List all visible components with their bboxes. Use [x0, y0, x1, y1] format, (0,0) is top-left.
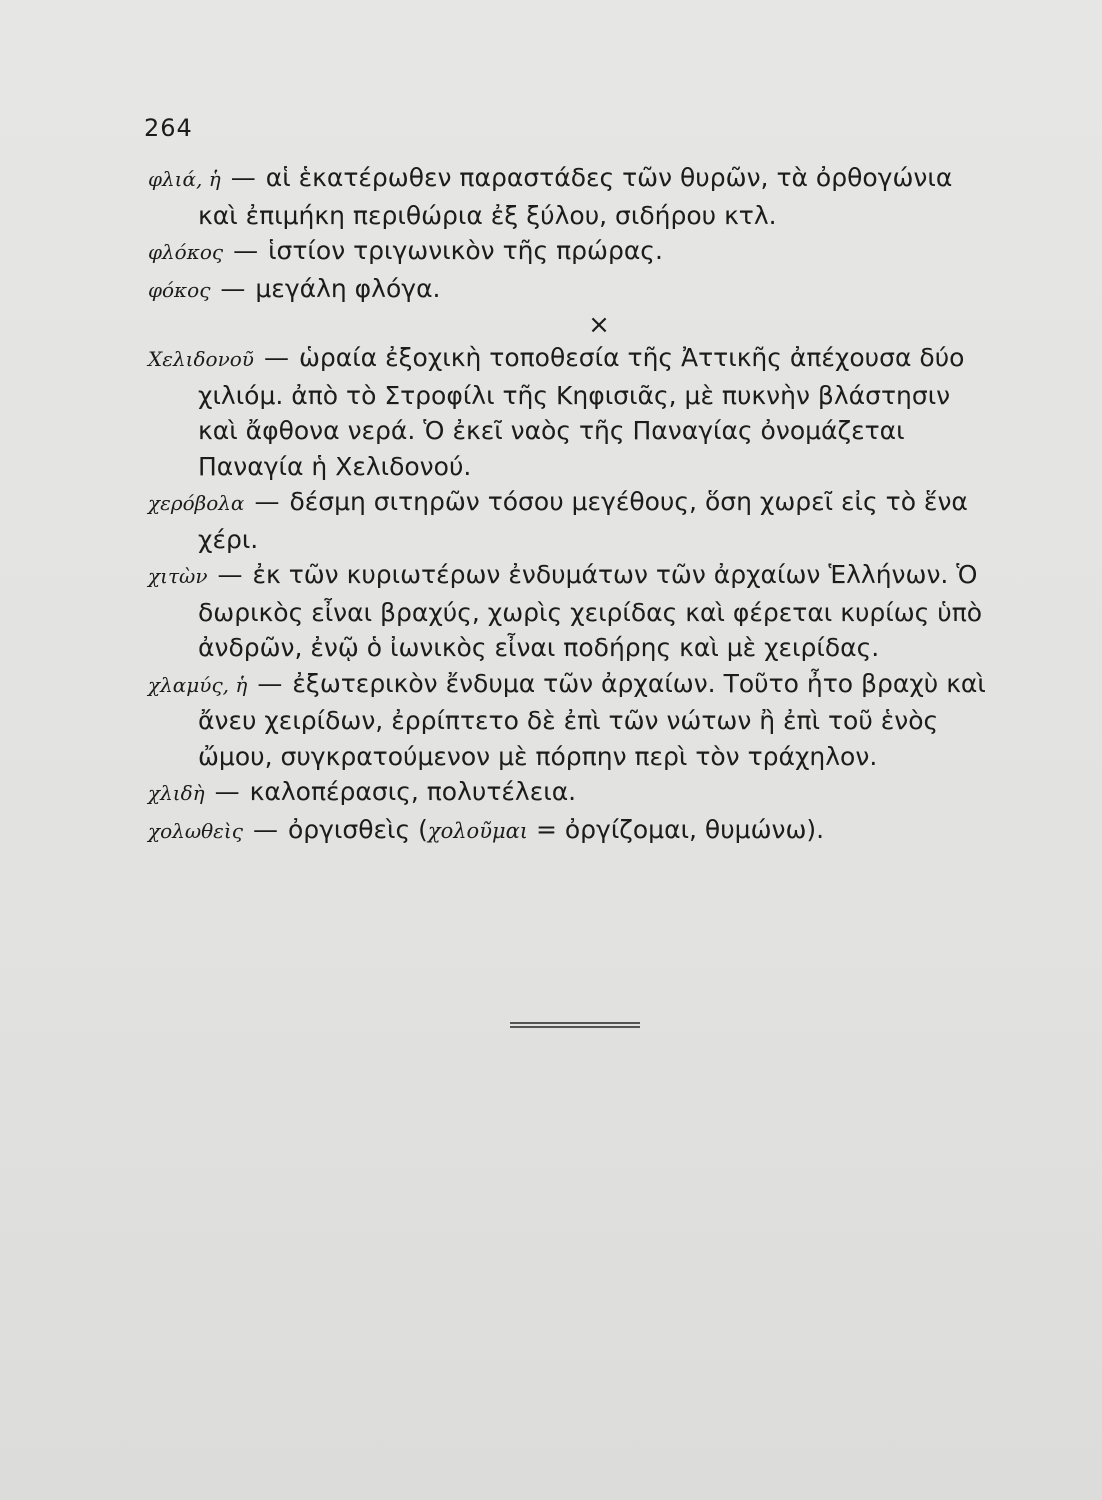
entry-definition-prefix: ὀργισθεὶς (: [287, 814, 428, 844]
entry-definition: αἱ ἑκατέρωθεν παραστάδες τῶν θυρῶν, τὰ ὀρθογώνια καὶ ἐπιμήκη περιθώρια ἐξ ξύλου, σιδήρου κτλ.: [198, 163, 953, 230]
entry-definition: μεγάλη φλόγα.: [255, 273, 441, 303]
page-number: 264: [144, 114, 193, 142]
entry-fokos: φόκος — μεγάλη φλόγα.: [148, 273, 441, 303]
entry-term: χλαμύς, ἡ: [148, 672, 248, 697]
entry-definition: ἐκ τῶν κυριωτέρων ἐνδυμάτων τῶν ἀρχαίων Ἑλλήνων. Ὁ δωρικὸς εἶναι βραχύς, χωρὶς χειρίδας καὶ φέρεται κυρίως ὑπὸ ἀνδρῶν, ἐνῷ ὁ ἰωνικὸς εἶναι ποδήρης καὶ μὲ χειρίδας.: [198, 560, 983, 662]
entry-term: φόκος: [148, 277, 211, 302]
rule-line: [510, 1026, 640, 1028]
entry-cholotheis: χολωθεὶς — ὀργισθεὶς (χολοῦμαι = ὀργίζομαι, θυμώνω).: [148, 814, 825, 844]
entry-definition: ἱστίον τριγωνικὸν τῆς πρώρας.: [268, 236, 663, 265]
rule-line: [510, 1022, 640, 1024]
entry-definition-italic: χολοῦμαι: [427, 818, 529, 843]
entry-definition: δέσμη σιτηρῶν τόσου μεγέθους, ὅση χωρεῖ εἰς τὸ ἕνα χέρι.: [198, 487, 968, 554]
entry-chlamys: χλαμύς, ἡ — ἐξωτερικὸν ἔνδυμα τῶν ἀρχαίων. Τοῦτο ἦτο βραχὺ καὶ ἄνευ χειρίδων, ἐρρίπτετο δὲ ἐπὶ τῶν νώτων ἢ ἐπὶ τοῦ ἑνὸς ὤμου, συγκρατούμενον μὲ πόρπην περὶ τὸν τράχηλον.: [148, 668, 986, 771]
entry-flia: φλιά, ἡ — αἱ ἑκατέρωθεν παραστάδες τῶν θυρῶν, τὰ ὀρθογώνια καὶ ἐπιμήκη περιθώρια ἐξ ξύλου, σιδήρου κτλ.: [148, 163, 953, 230]
entry-flokos: φλόκος — ἱστίον τριγωνικὸν τῆς πρώρας.: [148, 236, 663, 265]
entry-definition-suffix: = ὀργίζομαι, θυμώνω).: [528, 814, 825, 844]
entry-term: φλόκος: [148, 240, 224, 264]
entry-chiton: χιτὼν — ἐκ τῶν κυριωτέρων ἐνδυμάτων τῶν ἀρχαίων Ἑλλήνων. Ὁ δωρικὸς εἶναι βραχύς, χωρὶς χειρίδας καὶ φέρεται κυρίως ὑπὸ ἀνδρῶν, ἐνῷ ὁ ἰωνικὸς εἶναι ποδήρης καὶ μὲ χειρίδας.: [148, 560, 983, 662]
entry-chlidi: χλιδὴ — καλοπέρασις, πολυτέλεια.: [148, 777, 577, 806]
entry-term: χιτὼν: [148, 564, 208, 588]
entry-definition: ὡραία ἐξοχικὴ τοποθεσία τῆς Ἀττικῆς ἀπέχουσα δύο χιλιόμ. ἀπὸ τὸ Στροφίλι τῆς Κηφισιᾶς, μὲ πυκνὴν βλάστησιν καὶ ἄφθονα νερά. Ὁ ἐκεῖ ναὸς τῆς Παναγίας ὀνομάζεται Παναγία ἡ Χελιδονού.: [198, 343, 965, 481]
entry-term: φλιά, ἡ: [148, 167, 221, 191]
entry-cherovola: χερόβολα — δέσμη σιτηρῶν τόσου μεγέθους, ὅση χωρεῖ εἰς τὸ ἕνα χέρι.: [148, 487, 968, 554]
entry-definition: καλοπέρασις, πολυτέλεια.: [249, 777, 577, 806]
glossary-entries: [148, 160, 990, 849]
entry-definition: ἐξωτερικὸν ἔνδυμα τῶν ἀρχαίων. Τοῦτο ἦτο βραχὺ καὶ ἄνευ χειρίδων, ἐρρίπτετο δὲ ἐπὶ τῶν νώτων ἢ ἐπὶ τοῦ ἑνὸς ὤμου, συγκρατούμενον μὲ πόρπην περὶ τὸν τράχηλον.: [198, 668, 986, 771]
end-rule: [510, 1022, 640, 1029]
entry-term: Χελιδονοῦ: [148, 347, 254, 371]
entry-chelidonou: Χελιδονοῦ — ὡραία ἐξοχικὴ τοποθεσία τῆς Ἀττικῆς ἀπέχουσα δύο χιλιόμ. ἀπὸ τὸ Στροφίλι τῆς Κηφισιᾶς, μὲ πυκνὴν βλάστησιν καὶ ἄφθονα νερά. Ὁ ἐκεῖ ναὸς τῆς Παναγίας ὀνομάζεται Παναγία ἡ Χελιδονού.: [148, 343, 965, 481]
entry-term: χερόβολα: [148, 491, 245, 515]
entry-term: χολωθεὶς: [148, 818, 243, 843]
entry-term: χλιδὴ: [148, 781, 205, 805]
section-separator: ×: [588, 310, 610, 340]
